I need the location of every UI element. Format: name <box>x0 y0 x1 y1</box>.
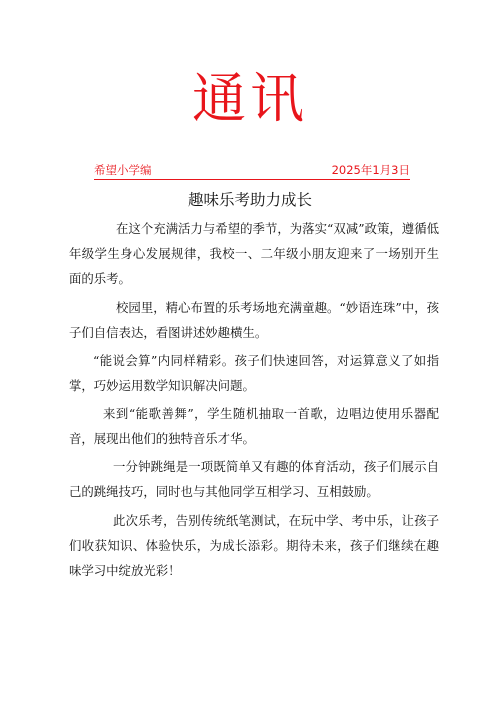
article-body <box>69 216 439 583</box>
newsletter-title: 通讯 <box>192 67 308 130</box>
issue-date: 2025年1月3日 <box>331 163 410 177</box>
article-paragraph: 校园里，精心布置的乐考场地充满童趣。“妙语连珠”中，孩子们自信表达，看图讲述妙趣横生。 <box>69 300 439 340</box>
article-headline: 趣味乐考助力成长 <box>187 191 312 209</box>
article-paragraph: “能说会算”内同样精彩。孩子们快速回答，对运算意义了如指掌，巧妙运用数学知识解决问题。 <box>69 353 439 393</box>
article-paragraph: 此次乐考，告别传统纸笔测试，在玩中学、考中乐，让孩子们收获知识、体验快乐，为成长添彩。期待未来，孩子们继续在趣味学习中绽放光彩！ <box>69 513 439 578</box>
byline-bar <box>94 163 410 180</box>
publisher-label: 希望小学编 <box>94 163 152 177</box>
article-paragraph: 一分钟跳绳是一项既简单又有趣的体育活动，孩子们展示自己的跳绳技巧，同时也与其他同学互相学习、互相鼓励。 <box>69 459 439 499</box>
article-paragraph: 在这个充满活力与希望的季节，为落实“双减”政策，遵循低年级学生身心发展规律，我校一、二年级小朋友迎来了一场别开生面的乐考。 <box>69 221 439 286</box>
article-paragraph: 来到“能歌善舞”，学生随机抽取一首歌，边唱边使用乐器配音，展现出他们的独特音乐才华。 <box>69 406 439 446</box>
